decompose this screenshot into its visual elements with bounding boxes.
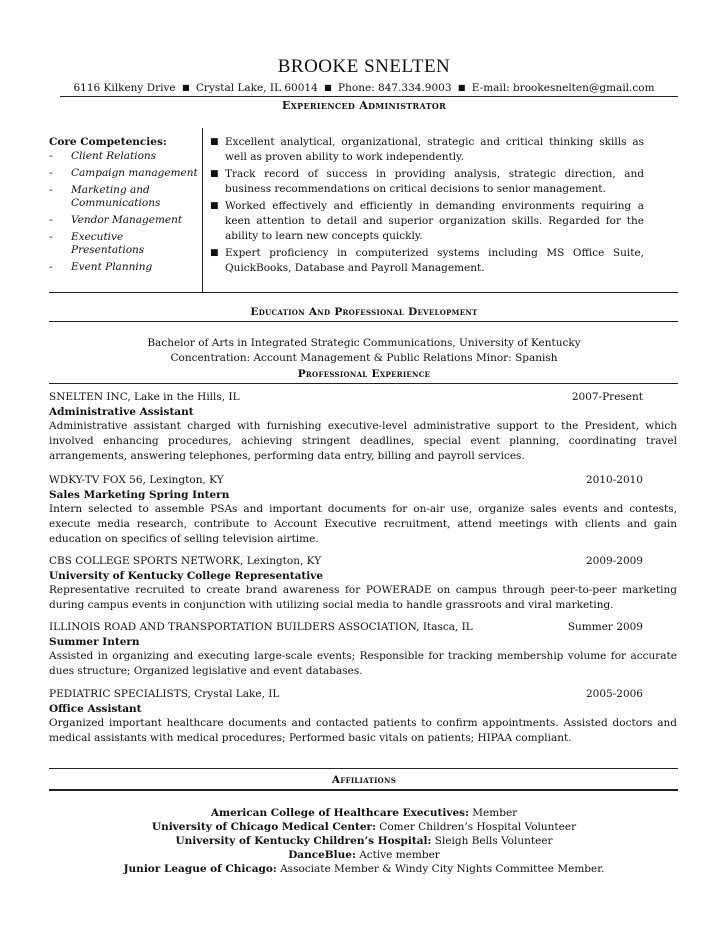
job-entry (49, 473, 677, 547)
separator-icon: ■ (324, 83, 332, 92)
column-divider (202, 128, 203, 292)
list-item: ■ Worked effectively and efficiently in demanding environments requiring a keen attention to detail and superior organization skills. Regarded for the ability to learn new concepts quickly. (210, 200, 644, 242)
list-item: - Event Planning (49, 261, 153, 273)
job-title: Office Assistant (49, 703, 142, 715)
section-divider (49, 383, 678, 384)
job-title: Administrative Assistant (49, 406, 194, 418)
job-description: Assisted in organizing and executing large-scale events; Responsible for tracking membership volume for accurate dues structure; Organized legislative and event databases. (49, 650, 677, 677)
list-item: - Executive Presentations (49, 231, 145, 256)
list-item: University of Kentucky Children’s Hospital: Sleigh Bells Volunteer (175, 835, 553, 847)
city: Crystal Lake, IL 60014 (195, 82, 318, 94)
job-dates: 2007-Present (571, 391, 643, 403)
job-title: University of Kentucky College Representative (49, 570, 324, 582)
square-bullet-icon: ■ (210, 169, 219, 179)
experience-title: Professional Experience (297, 368, 431, 380)
address: 6116 Kilkeny Drive (73, 82, 176, 94)
job-title: Summer Intern (49, 636, 140, 648)
employer: SNELTEN INC, Lake in the Hills, IL (49, 391, 240, 403)
contact-line (0, 82, 728, 94)
affiliations-title: Affiliations (331, 774, 397, 786)
list-item: DanceBlue: Active member (288, 849, 440, 861)
job-description: Representative recruited to create brand awareness for POWERADE on campus through peer-to-peer marketing during campus events in conjunction with utilizing social media to handle grassroots and viral marketing. (49, 584, 677, 611)
job-description: Administrative assistant charged with furnishing executive-level administrative support to the President, which involved enhancing procedures, achieving stringent deadlines, special event planning, coordinating travel arrangements, answering telephones, performing data entry, billing and payroll services. (49, 420, 677, 462)
headline: Experienced Administrator (281, 99, 447, 112)
list-item: - Vendor Management (49, 214, 183, 226)
list-item: University of Chicago Medical Center: Comer Children’s Hospital Volunteer (151, 821, 577, 833)
header-divider (60, 96, 678, 97)
job-entry (49, 620, 677, 679)
job-dates: 2005-2006 (586, 688, 643, 700)
job-entry (49, 554, 677, 613)
job-entry (49, 390, 677, 464)
degree: Bachelor of Arts in Integrated Strategic Communications, University of Kentucky (147, 337, 581, 349)
candidate-name: BROOKE SNELTEN (277, 56, 451, 77)
list-item: Junior League of Chicago: Associate Member & Windy City Nights Committee Member. (123, 863, 605, 875)
summary-bullets (206, 135, 644, 278)
separator-icon: ■ (457, 83, 466, 92)
list-item: ■ Expert proficiency in computerized systems including MS Office Suite, QuickBooks, Database and Payroll Management. (210, 247, 644, 274)
email: E-mail: brookesnelten@gmail.com (471, 82, 655, 94)
separator-icon: ■ (181, 83, 190, 92)
section-divider (49, 292, 678, 293)
competencies-heading: Core Competencies: (49, 136, 167, 148)
list-item: - Client Relations (49, 150, 157, 162)
employer: CBS COLLEGE SPORTS NETWORK, Lexington, KY (49, 555, 322, 567)
list-item: American College of Healthcare Executives: Member (210, 807, 518, 819)
section-divider (49, 321, 678, 322)
square-bullet-icon: ■ (210, 137, 219, 147)
job-title: Sales Marketing Spring Intern (49, 489, 230, 501)
job-dates: Summer 2009 (567, 621, 643, 633)
square-bullet-icon: ■ (210, 201, 219, 211)
list-item: - Campaign management (49, 167, 198, 179)
employer: ILLINOIS ROAD AND TRANSPORTATION BUILDERS ASSOCIATION, Itasca, IL (49, 621, 473, 633)
education-title: Education And Professional Development (250, 306, 478, 318)
job-dates: 2009-2009 (586, 555, 643, 567)
section-divider (49, 768, 678, 769)
list-item: - Marketing and Communications (49, 184, 161, 209)
job-dates: 2010-2010 (586, 474, 643, 486)
job-entry (49, 687, 677, 746)
square-bullet-icon: ■ (210, 248, 219, 258)
section-divider (49, 789, 678, 791)
phone: Phone: 847.334.9003 (338, 82, 452, 94)
job-description: Intern selected to assemble PSAs and important documents for on-air use, organize sales events and contests, execute media research, contribute to Account Executive recruitment, attend meetings with clients and gain education on specifics of selling television airtime. (49, 503, 677, 545)
job-description: Organized important healthcare documents and contacted patients to confirm appointments. Assisted doctors and medical assistants with medical procedures; Performed basic vitals on patients; HIPAA compliant. (49, 717, 677, 744)
list-item: ■ Excellent analytical, organizational, strategic and critical thinking skills as well as proven ability to work independently. (210, 136, 644, 163)
competencies-list (49, 150, 199, 278)
affiliations-list (0, 806, 728, 876)
education-block (0, 336, 728, 366)
list-item: ■ Track record of success in providing analysis, strategic direction, and business recommendations on critical decisions to senior management. (210, 168, 644, 195)
concentration: Concentration: Account Management & Public Relations Minor: Spanish (170, 352, 558, 364)
employer: WDKY-TV FOX 56, Lexington, KY (49, 474, 224, 486)
employer: PEDIATRIC SPECIALISTS, Crystal Lake, IL (49, 688, 280, 700)
